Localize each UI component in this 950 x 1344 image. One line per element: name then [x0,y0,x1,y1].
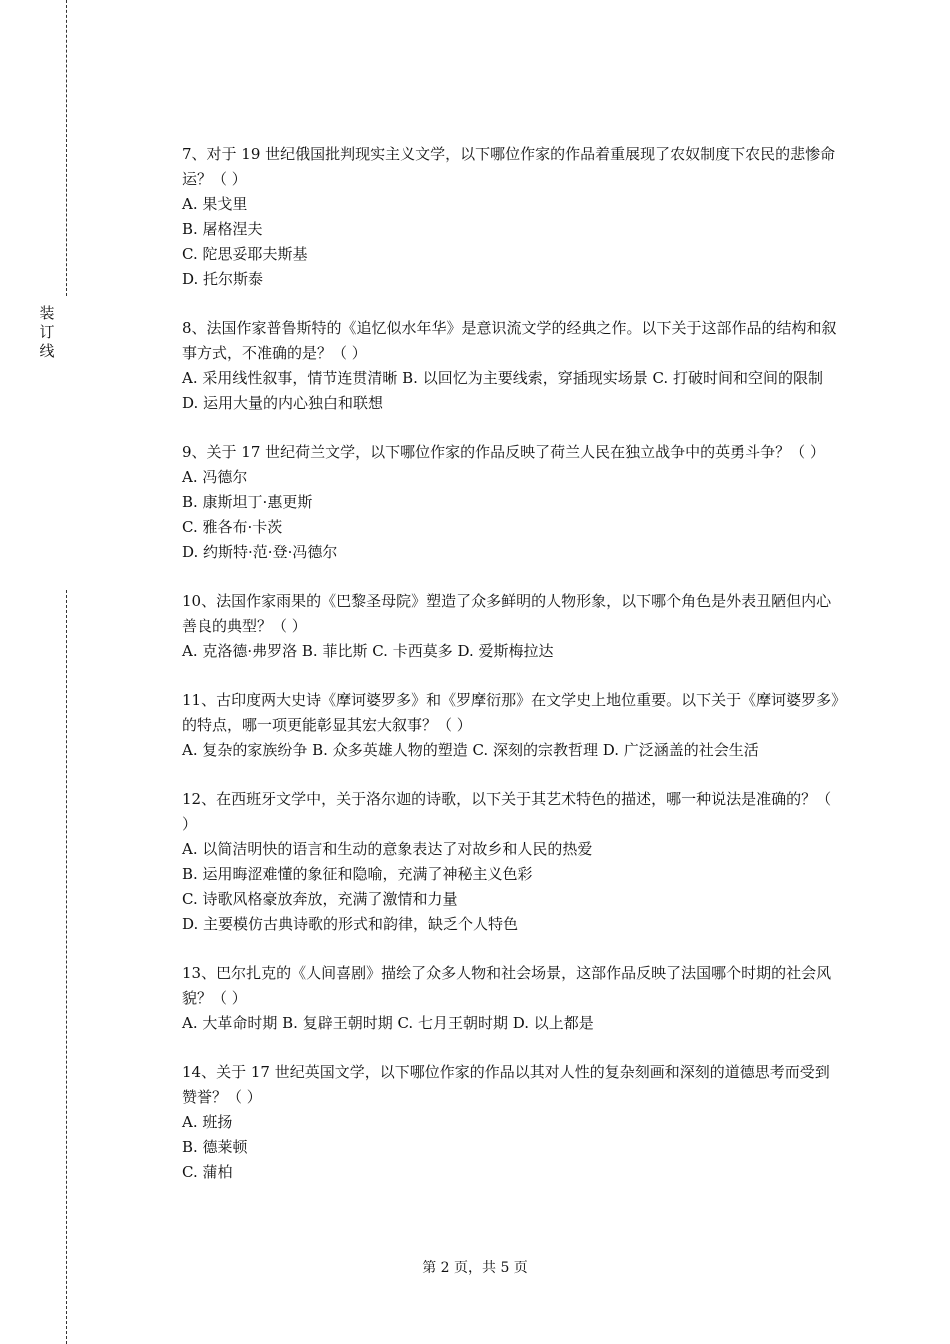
question-stem: 14、关于 17 世纪英国文学，以下哪位作家的作品以其对人性的复杂刻画和深刻的道德思考而受到赞誉？（ ） [182,1063,830,1106]
page-number-footer: 第 2 页，共 5 页 [422,1260,528,1276]
question-7 [182,142,840,292]
question-options-inline: A. 采用线性叙事，情节连贯清晰 B. 以回忆为主要线索，穿插现实场景 C. 打破时间和空间的限制 D. 运用大量的内心独白和联想 [182,369,828,412]
question-9 [182,440,840,565]
question-option: B. 康斯坦丁·惠更斯 [182,493,313,511]
question-option: C. 雅各布·卡茨 [182,518,283,536]
question-stem: 10、法国作家雨果的《巴黎圣母院》塑造了众多鲜明的人物形象，以下哪个角色是外表丑陋但内心善良的典型？（ ） [182,592,832,635]
question-option: A. 班扬 [182,1113,233,1131]
question-stem: 9、关于 17 世纪荷兰文学，以下哪位作家的作品反映了荷兰人民在独立战争中的英勇斗争？（ ） [182,443,825,461]
question-stem: 13、巴尔扎克的《人间喜剧》描绘了众多人物和社会场景，这部作品反映了法国哪个时期的社会风貌？（ ） [182,964,832,1007]
question-options-inline: A. 克洛德·弗罗洛 B. 菲比斯 C. 卡西莫多 D. 爱斯梅拉达 [182,642,554,660]
question-option: D. 托尔斯泰 [182,270,264,288]
question-14 [182,1060,840,1185]
question-10 [182,589,840,664]
binding-char: 线 [39,342,55,360]
binding-dashed-line-top [66,0,67,296]
question-list [182,142,840,1209]
question-option: A. 果戈里 [182,195,248,213]
question-13 [182,961,840,1036]
question-option: A. 冯德尔 [182,468,248,486]
binding-char: 装 [39,304,55,322]
question-options-inline: A. 大革命时期 B. 复辟王朝时期 C. 七月王朝时期 D. 以上都是 [182,1014,594,1032]
question-option: D. 约斯特·范·登·冯德尔 [182,543,338,561]
question-option: B. 德莱顿 [182,1138,248,1156]
question-option: A. 以简洁明快的语言和生动的意象表达了对故乡和人民的热爱 [182,840,593,858]
question-stem: 12、在西班牙文学中，关于洛尔迦的诗歌，以下关于其艺术特色的描述，哪一种说法是准确的？（ ） [182,790,832,833]
question-8 [182,316,840,416]
question-stem: 7、对于 19 世纪俄国批判现实主义文学，以下哪位作家的作品着重展现了农奴制度下农民的悲惨命运？（ ） [182,145,836,188]
question-11 [182,688,840,763]
question-option: C. 陀思妥耶夫斯基 [182,245,308,263]
question-option: D. 主要模仿古典诗歌的形式和韵律，缺乏个人特色 [182,915,519,933]
binding-char: 订 [39,323,55,341]
question-option: C. 诗歌风格豪放奔放，充满了激情和力量 [182,890,458,908]
question-stem: 11、古印度两大史诗《摩诃婆罗多》和《罗摩衍那》在文学史上地位重要。以下关于《摩诃婆罗多》的特点，哪一项更能彰显其宏大叙事？（ ） [182,691,839,734]
question-12 [182,787,840,937]
question-stem: 8、法国作家普鲁斯特的《追忆似水年华》是意识流文学的经典之作。以下关于这部作品的结构和叙事方式，不准确的是？（ ） [182,319,837,362]
question-option: B. 运用晦涩难懂的象征和隐喻，充满了神秘主义色彩 [182,865,533,883]
binding-dashed-line-bottom [66,590,67,1344]
question-option: B. 屠格涅夫 [182,220,263,238]
question-option: C. 蒲柏 [182,1163,233,1181]
question-options-inline: A. 复杂的家族纷争 B. 众多英雄人物的塑造 C. 深刻的宗教哲理 D. 广泛涵盖的社会生活 [182,741,759,759]
binding-label [36,304,58,361]
